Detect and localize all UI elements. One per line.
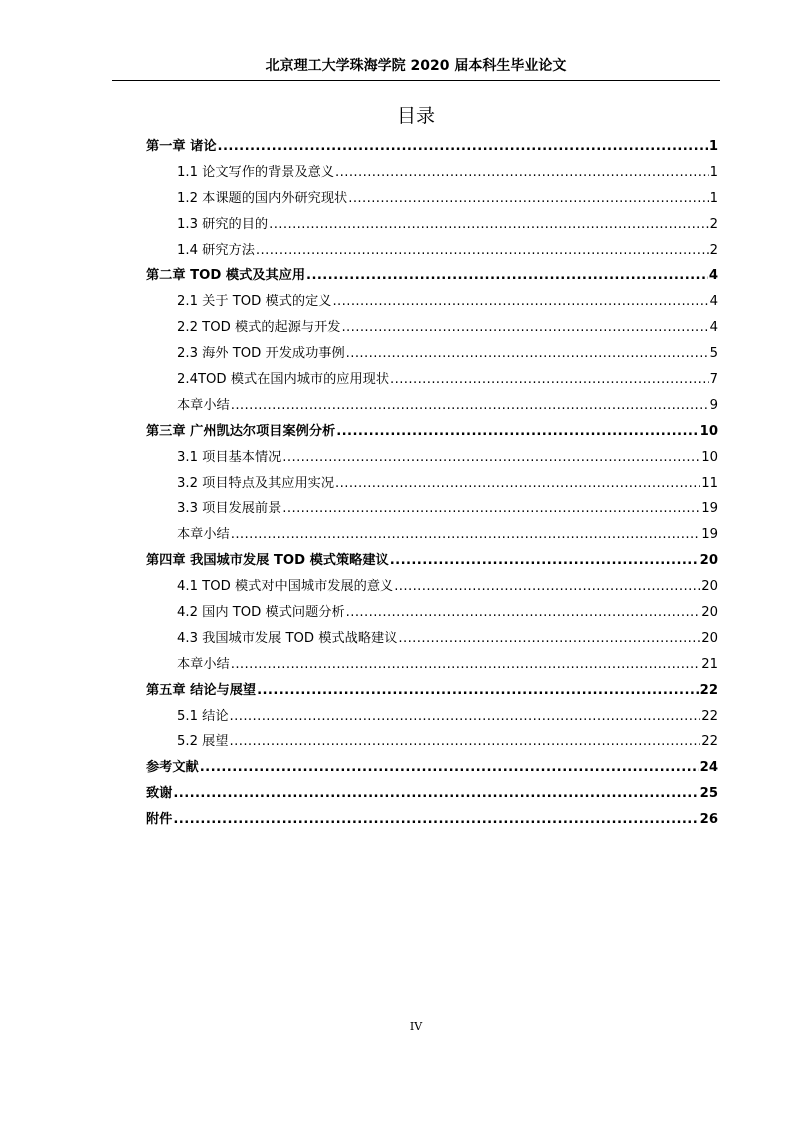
toc-entry[interactable] — [146, 421, 718, 447]
toc-leader-dots — [173, 809, 698, 831]
toc-entry-title: 1.1 论文写作的背景及意义 — [177, 164, 335, 180]
toc-leader-dots — [231, 654, 700, 676]
toc-entry-page: 2 — [709, 216, 718, 232]
toc-entry-page: 1 — [709, 164, 718, 180]
toc-leader-dots — [398, 628, 700, 650]
toc-entry-page: 19 — [701, 501, 718, 517]
toc-leader-dots — [394, 576, 700, 598]
toc-leader-dots — [346, 343, 709, 365]
toc-entry-title: 2.4TOD 模式在国内城市的应用现状 — [177, 372, 390, 388]
toc-entry-title: 4.1 TOD 模式对中国城市发展的意义 — [177, 579, 394, 595]
toc-entry[interactable] — [146, 291, 718, 317]
page-header: 北京理工大学珠海学院 2020 届本科生毕业论文 — [265, 58, 567, 74]
toc-entry-title: 第五章 结论与展望 — [146, 682, 257, 698]
toc-entry[interactable] — [146, 706, 718, 732]
toc-leader-dots — [218, 136, 708, 158]
toc-entry-page: 7 — [709, 372, 718, 388]
toc-leader-dots — [257, 680, 699, 702]
toc-entry[interactable] — [146, 783, 718, 809]
toc-entry-title: 第四章 我国城市发展 TOD 模式策略建议 — [146, 553, 389, 569]
toc-entry[interactable] — [146, 524, 718, 550]
toc-leader-dots — [173, 783, 698, 805]
toc-entry-title: 1.3 研究的目的 — [177, 216, 269, 232]
toc-entry-title: 5.1 结论 — [177, 708, 229, 724]
toc-entry-page: 11 — [701, 475, 718, 491]
toc-title: 目录 — [396, 105, 435, 127]
toc-entry-page: 25 — [699, 786, 718, 802]
toc-entry-page: 26 — [699, 812, 718, 828]
toc-leader-dots — [256, 240, 709, 262]
toc-entry-page: 20 — [701, 579, 718, 595]
toc-entry-page: 4 — [709, 320, 718, 336]
toc-entry-page: 24 — [699, 760, 718, 776]
toc-entry-title: 1.4 研究方法 — [177, 242, 255, 258]
toc-leader-dots — [390, 369, 709, 391]
toc-entry[interactable] — [146, 395, 718, 421]
toc-entry-page: 10 — [699, 423, 718, 439]
toc-leader-dots — [282, 498, 700, 520]
toc-leader-dots — [348, 188, 708, 210]
header-rule — [112, 80, 720, 81]
toc-entry[interactable] — [146, 654, 718, 680]
page-number: IV — [409, 1020, 423, 1033]
toc-entry-title: 第一章 诸论 — [146, 139, 217, 154]
toc-entry-page: 21 — [701, 656, 718, 672]
toc-leader-dots — [332, 291, 708, 313]
toc-entry-title: 2.3 海外 TOD 开发成功事例 — [177, 346, 345, 362]
toc-entry[interactable] — [146, 447, 718, 473]
toc-leader-dots — [269, 214, 709, 236]
toc-entry[interactable] — [146, 473, 718, 499]
toc-entry-page: 1 — [709, 190, 718, 206]
toc-entry-title: 2.1 关于 TOD 模式的定义 — [177, 294, 332, 310]
toc-entry-title: 4.3 我国城市发展 TOD 模式战略建议 — [177, 630, 398, 646]
toc-entry[interactable] — [146, 343, 718, 369]
toc-entry-title: 3.1 项目基本情况 — [177, 449, 282, 465]
toc-entry[interactable] — [146, 576, 718, 602]
toc-entry[interactable] — [146, 628, 718, 654]
toc-leader-dots — [335, 162, 709, 184]
toc-leader-dots — [282, 447, 700, 469]
toc-entry[interactable] — [146, 214, 718, 240]
toc-entry[interactable] — [146, 550, 718, 576]
toc-entry-title: 4.2 国内 TOD 模式问题分析 — [177, 605, 345, 621]
toc-entry-title: 本章小结 — [177, 656, 230, 672]
toc-entry-title: 2.2 TOD 模式的起源与开发 — [177, 320, 341, 336]
toc-entry[interactable] — [146, 136, 718, 162]
toc-entry-page: 22 — [699, 682, 718, 698]
toc-entry-page: 20 — [699, 553, 718, 569]
toc-leader-dots — [230, 706, 701, 728]
toc-entry-page: 1 — [708, 139, 718, 154]
toc-entry[interactable] — [146, 317, 718, 343]
toc-entry[interactable] — [146, 188, 718, 214]
toc-entry-title: 本章小结 — [177, 527, 230, 543]
toc-entry-title: 5.2 展望 — [177, 734, 229, 750]
toc-leader-dots — [335, 473, 700, 495]
toc-entry-title: 第二章 TOD 模式及其应用 — [146, 268, 306, 284]
toc-entry[interactable] — [146, 731, 718, 757]
toc-leader-dots — [306, 265, 708, 287]
toc-entry-title: 3.3 项目发展前景 — [177, 501, 282, 517]
toc-entry-page: 2 — [709, 242, 718, 258]
toc-entry-page: 20 — [701, 630, 718, 646]
toc-leader-dots — [390, 550, 699, 572]
toc-entry-page: 4 — [708, 268, 718, 284]
toc-entry-title: 本章小结 — [177, 397, 230, 413]
toc-leader-dots — [336, 421, 698, 443]
toc-entry[interactable] — [146, 162, 718, 188]
toc-entry-page: 9 — [709, 397, 718, 413]
toc-entry-page: 22 — [701, 734, 718, 750]
toc-leader-dots — [231, 524, 700, 546]
toc-entry[interactable] — [146, 369, 718, 395]
toc-entry-page: 5 — [709, 346, 718, 362]
toc-entry-page: 20 — [701, 605, 718, 621]
toc-entry[interactable] — [146, 680, 718, 706]
toc-entry-page: 22 — [701, 708, 718, 724]
toc-entry[interactable] — [146, 240, 718, 266]
toc-leader-dots — [230, 731, 701, 753]
toc-entry[interactable] — [146, 757, 718, 783]
toc-leader-dots — [346, 602, 701, 624]
toc-entry-title: 致谢 — [146, 786, 173, 802]
table-of-contents — [146, 136, 718, 835]
toc-leader-dots — [231, 395, 709, 417]
toc-entry[interactable] — [146, 265, 718, 291]
toc-entry[interactable] — [146, 498, 718, 524]
toc-entry-title: 3.2 项目特点及其应用实况 — [177, 475, 335, 491]
toc-entry-title: 1.2 本课题的国内外研究现状 — [177, 190, 348, 206]
toc-leader-dots — [341, 317, 708, 339]
toc-entry-page: 10 — [701, 449, 718, 465]
toc-entry-title: 附件 — [146, 812, 173, 828]
toc-entry[interactable] — [146, 602, 718, 628]
toc-entry[interactable] — [146, 809, 718, 835]
toc-entry-title: 第三章 广州凯达尔项目案例分析 — [146, 423, 336, 439]
toc-entry-page: 4 — [709, 294, 718, 310]
toc-leader-dots — [200, 757, 699, 779]
toc-entry-title: 参考文献 — [146, 760, 199, 776]
toc-entry-page: 19 — [701, 527, 718, 543]
